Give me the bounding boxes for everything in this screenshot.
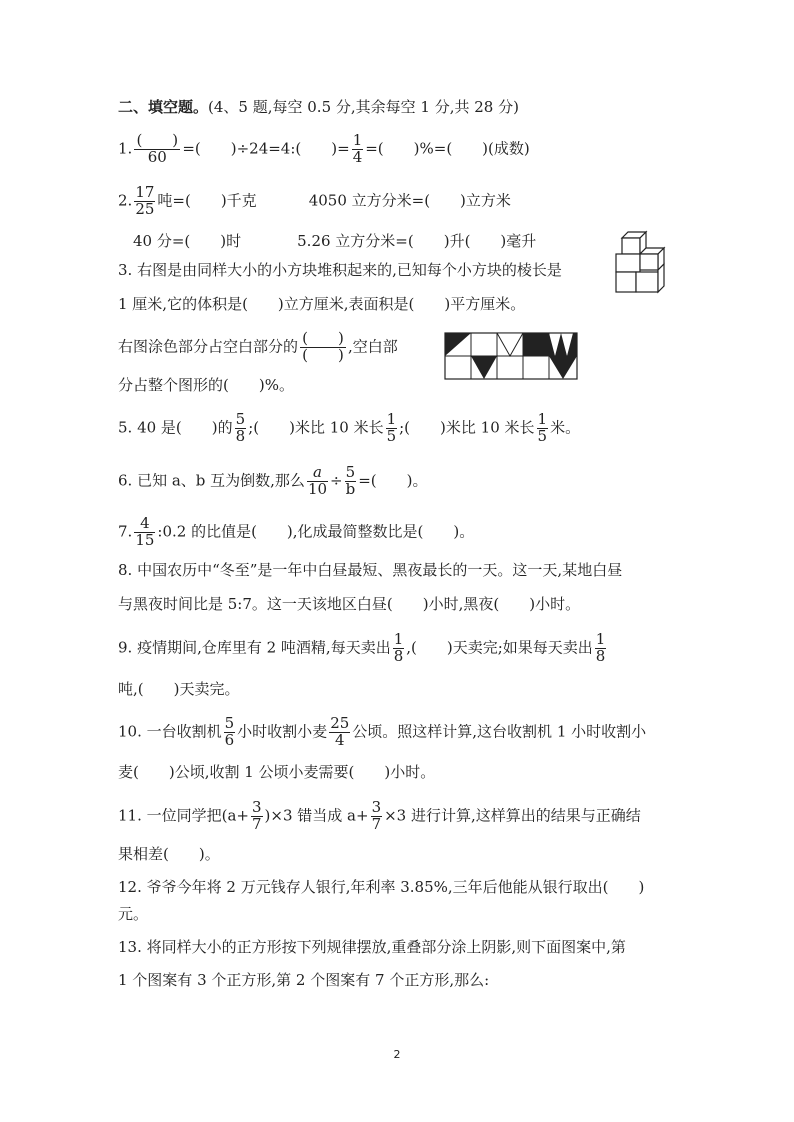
question-12-line-2: 元。 [118, 905, 149, 923]
q5-text-c: ;( )米比 10 米长 [399, 418, 535, 437]
q7-text: :0.2 的比值是( ),化成最简整数比是( )。 [157, 522, 475, 541]
q10-text-a: 10. 一台收割机 [118, 722, 222, 741]
fraction-1-5: $\frac{1}{5}$ [386, 410, 397, 445]
page-number: 2 [393, 1048, 401, 1061]
section-title: 二、填空题。 [118, 98, 209, 116]
question-4-line-1 [118, 331, 398, 364]
question-2-line-2 [133, 234, 536, 249]
question-8-line-1: 8. 中国农历中“冬至”是一年中白昼最短、黑夜最长的一天。这一天,某地白昼 [118, 561, 623, 579]
q2-text-c: 40 分=( )时 [133, 232, 242, 250]
q4-text-a: 右图涂色部分占空白部分的 [118, 337, 299, 356]
question-5 [118, 412, 580, 445]
fraction-25-4: $\frac{25}{4}$ [330, 714, 350, 749]
fraction-1-8: $\frac{1}{8}$ [595, 630, 606, 665]
section-note: (4、5 题,每空 0.5 分,其余每空 1 分,共 28 分) [208, 98, 519, 116]
question-10-line-1 [118, 716, 646, 749]
question-11-line-2: 果相差( )。 [118, 845, 220, 863]
fraction-a-10: $\frac{a}{10}$ [307, 463, 328, 498]
fraction-1-8: $\frac{1}{8}$ [393, 630, 404, 665]
q2-text-d: 5.26 立方分米=( )升( )毫升 [297, 232, 537, 250]
q6-text-b: =( )。 [358, 471, 428, 490]
fraction-blank-over-60: $\frac{( )}{60}$ [134, 133, 180, 166]
q2-text-b: 4050 立方分米=( )立方米 [308, 191, 511, 210]
q11-text-c: ×3 进行计算,这样算出的结果与正确结 [384, 806, 641, 825]
q11-text-a: 11. 一位同学把(a+ [118, 806, 249, 825]
question-9-line-2: 吨,( )天卖完。 [118, 680, 240, 698]
question-number: 7. [118, 522, 133, 541]
question-6 [118, 465, 428, 498]
question-3-line-1: 3. 右图是由同样大小的小方块堆积起来的,已知每个小方块的棱长是 [118, 261, 562, 279]
q4-text-b: ,空白部 [348, 337, 398, 356]
question-1 [118, 133, 530, 166]
fraction-blank-blank: $\frac{( )}{( )}$ [300, 331, 346, 364]
fraction-3-7: $\frac{3}{7}$ [371, 798, 382, 833]
q10-text-b: 小时收割小麦 [237, 722, 328, 741]
question-number: 1. [118, 139, 133, 158]
q5-text-b: ;( )米比 10 米长 [248, 418, 384, 437]
fraction-5-8: $\frac{5}{8}$ [235, 410, 246, 445]
fraction-one-quarter: $\frac{1}{4}$ [352, 131, 363, 166]
fraction-17-25: $\frac{17}{25}$ [135, 183, 155, 218]
shaded-strip-figure [444, 332, 578, 380]
q1-text-middle: =( )÷24=4:( )= [182, 139, 350, 158]
question-8-line-2: 与黑夜时间比是 5:7。这一天该地区白昼( )小时,黑夜( )小时。 [118, 595, 581, 613]
question-2-line-1 [118, 185, 511, 218]
question-number: 2. [118, 191, 133, 210]
question-7 [118, 516, 474, 549]
q6-text-a: 6. 已知 a、b 互为倒数,那么 [118, 471, 305, 490]
section-header [118, 100, 519, 115]
fraction-5-b: $\frac{5}{b}$ [345, 463, 356, 498]
question-4-line-2: 分占整个图形的( )%。 [118, 376, 294, 394]
cube-stack-figure [612, 228, 668, 298]
fraction-1-5: $\frac{1}{5}$ [537, 410, 548, 445]
q2-text-a: 吨=( )千克 [157, 191, 257, 210]
question-10-line-2: 麦( )公顷,收割 1 公顷小麦需要( )小时。 [118, 763, 436, 781]
fraction-4-15: $\frac{4}{15}$ [135, 514, 155, 549]
q9-text-a: 9. 疫情期间,仓库里有 2 吨酒精,每天卖出 [118, 638, 391, 657]
divide-sign: ÷ [330, 471, 343, 490]
q5-text-a: 5. 40 是( )的 [118, 418, 233, 437]
fraction-3-7: $\frac{3}{7}$ [252, 798, 262, 833]
question-12-line-1: 12. 爷爷今年将 2 万元钱存人银行,年利率 3.85%,三年后他能从银行取出( ) [118, 878, 645, 896]
fraction-5-6: $\frac{5}{6}$ [224, 714, 235, 749]
question-11-line-1 [118, 800, 641, 833]
q10-text-c: 公顷。照这样计算,这台收割机 1 小时收割小 [352, 722, 647, 741]
q1-text-end: =( )%=( )(成数) [365, 139, 530, 158]
q11-text-b: )×3 错当成 a+ [264, 806, 369, 825]
question-13-line-1: 13. 将同样大小的正方形按下列规律摆放,重叠部分涂上阴影,则下面图案中,第 [118, 938, 626, 956]
question-9-line-1 [118, 632, 608, 665]
q5-text-d: 米。 [550, 418, 581, 437]
q9-text-b: ,( )天卖完;如果每天卖出 [406, 638, 593, 657]
question-3-line-2: 1 厘米,它的体积是( )立方厘米,表面积是( )平方厘米。 [118, 295, 526, 313]
question-13-line-2: 1 个图案有 3 个正方形,第 2 个图案有 7 个正方形,那么: [118, 971, 490, 989]
